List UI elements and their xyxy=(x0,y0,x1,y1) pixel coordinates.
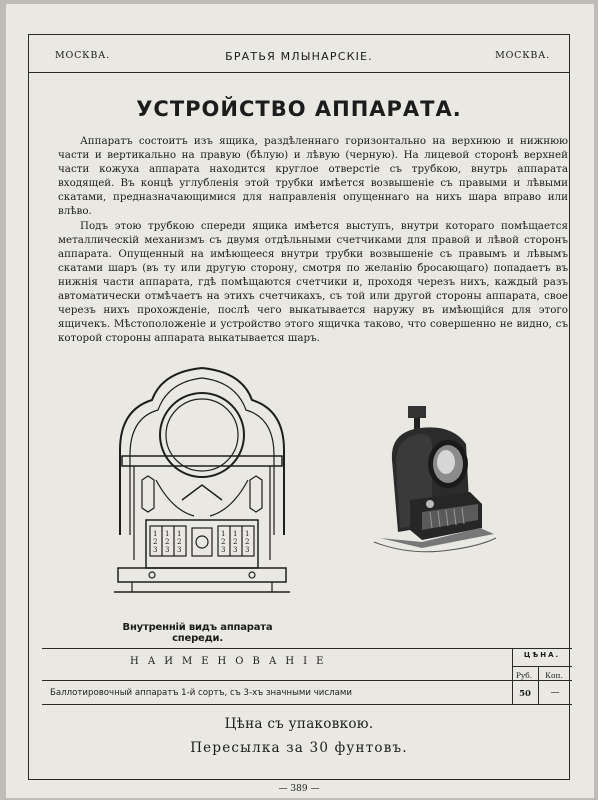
svg-text:2: 2 xyxy=(165,538,170,546)
table-header-rule xyxy=(42,680,572,681)
svg-text:3: 3 xyxy=(233,546,238,554)
paragraph-2: Подъ этою трубкою спереди ящика имѣется выступъ, внутри котораго помѣщается металлическій механизмъ съ двумя отдѣльными счетчиками для правой и лѣвой сторонъ аппарата. Опущенный на имѣющееся внутри трубки возвышеніе съ правымъ и лѣвымъ скатами шаръ (въ ту или другую сторону, смотря по желанію бросающаго) попадаетъ въ нижнія части аппарата, гдѣ помѣщаются счетчики и, проходя черезъ нихъ, каждый разъ автоматически отмѣчаетъ на этихъ счетчикахъ, съ той или другой стороны аппарата, свое черезъ нихъ прохожденіе, послѣ чего выкатывается наружу въ имѣющійся для этого ящичекъ. Мѣстоположеніе и устройство этого ящичка таково, что совершенно не видно, съ которой стороны аппарата выкатывается шаръ. xyxy=(58,219,568,345)
svg-text:3: 3 xyxy=(245,546,250,554)
svg-text:1: 1 xyxy=(153,530,158,538)
table-price-rule xyxy=(512,666,572,667)
page-title: УСТРОЙСТВО АППАРАТА. xyxy=(136,97,462,121)
svg-text:3: 3 xyxy=(165,546,170,554)
page-number: — 389 — xyxy=(278,784,320,794)
kop-column-header: Коп. xyxy=(545,671,563,680)
svg-text:2: 2 xyxy=(221,538,226,546)
paragraph-1: Аппаратъ состоитъ изъ ящика, раздѣленнаго горизонтально на верхнюю и нижнюю части и вертикально на правую (бѣлую) и лѣвую (черную). На лицевой сторонѣ верхней части кожуха аппарата находится круглое отверстіе съ трубкою, внутрь аппарата входящей. Въ концѣ углубленія этой трубки имѣется возвышеніе съ правыми и лѣвыми скатами, предназначающимися для направленія опущеннаго на нихъ шара вправо или влѣво. xyxy=(58,135,568,218)
table-bottom-rule xyxy=(42,704,572,705)
header-city-right: МОСКВА. xyxy=(495,50,550,61)
table-top-rule xyxy=(42,648,572,649)
figure-caption: Внутренній видъ аппарата спереди. xyxy=(122,622,273,644)
rub-column-header: Руб. xyxy=(515,671,533,680)
svg-text:2: 2 xyxy=(177,538,182,546)
table-row-item-name: Баллотировочный аппаратъ 1-й сортъ, съ 3-хъ значными числами xyxy=(50,688,352,698)
svg-text:2: 2 xyxy=(245,538,250,546)
svg-text:1: 1 xyxy=(221,530,226,538)
table-row-rub: 50 xyxy=(519,689,531,699)
svg-text:1: 1 xyxy=(233,530,238,538)
svg-text:1: 1 xyxy=(165,530,170,538)
body-text xyxy=(58,134,568,345)
footer-line-shipping: Пересылка за 30 фунтовъ. xyxy=(190,740,408,756)
svg-text:3: 3 xyxy=(153,546,158,554)
header-rule xyxy=(28,72,570,73)
svg-text:2: 2 xyxy=(233,538,238,546)
header-company: БРАТЬЯ МЛЫНАРСКІЕ. xyxy=(225,50,373,63)
price-column-header: ЦѢНА. xyxy=(523,651,561,659)
svg-text:1: 1 xyxy=(177,530,182,538)
svg-text:3: 3 xyxy=(177,546,182,554)
header-city-left: МОСКВА. xyxy=(55,50,110,61)
svg-text:1: 1 xyxy=(245,530,250,538)
apparatus-illustration xyxy=(370,400,500,560)
table-row-kop: — xyxy=(550,688,560,698)
svg-text:2: 2 xyxy=(153,538,158,546)
footer-line-price: Цѣна съ упаковкою. xyxy=(224,716,374,732)
svg-text:3: 3 xyxy=(221,546,226,554)
interior-diagram xyxy=(112,360,292,605)
name-column-header: НАИМЕНОВАНІЕ xyxy=(130,656,333,667)
